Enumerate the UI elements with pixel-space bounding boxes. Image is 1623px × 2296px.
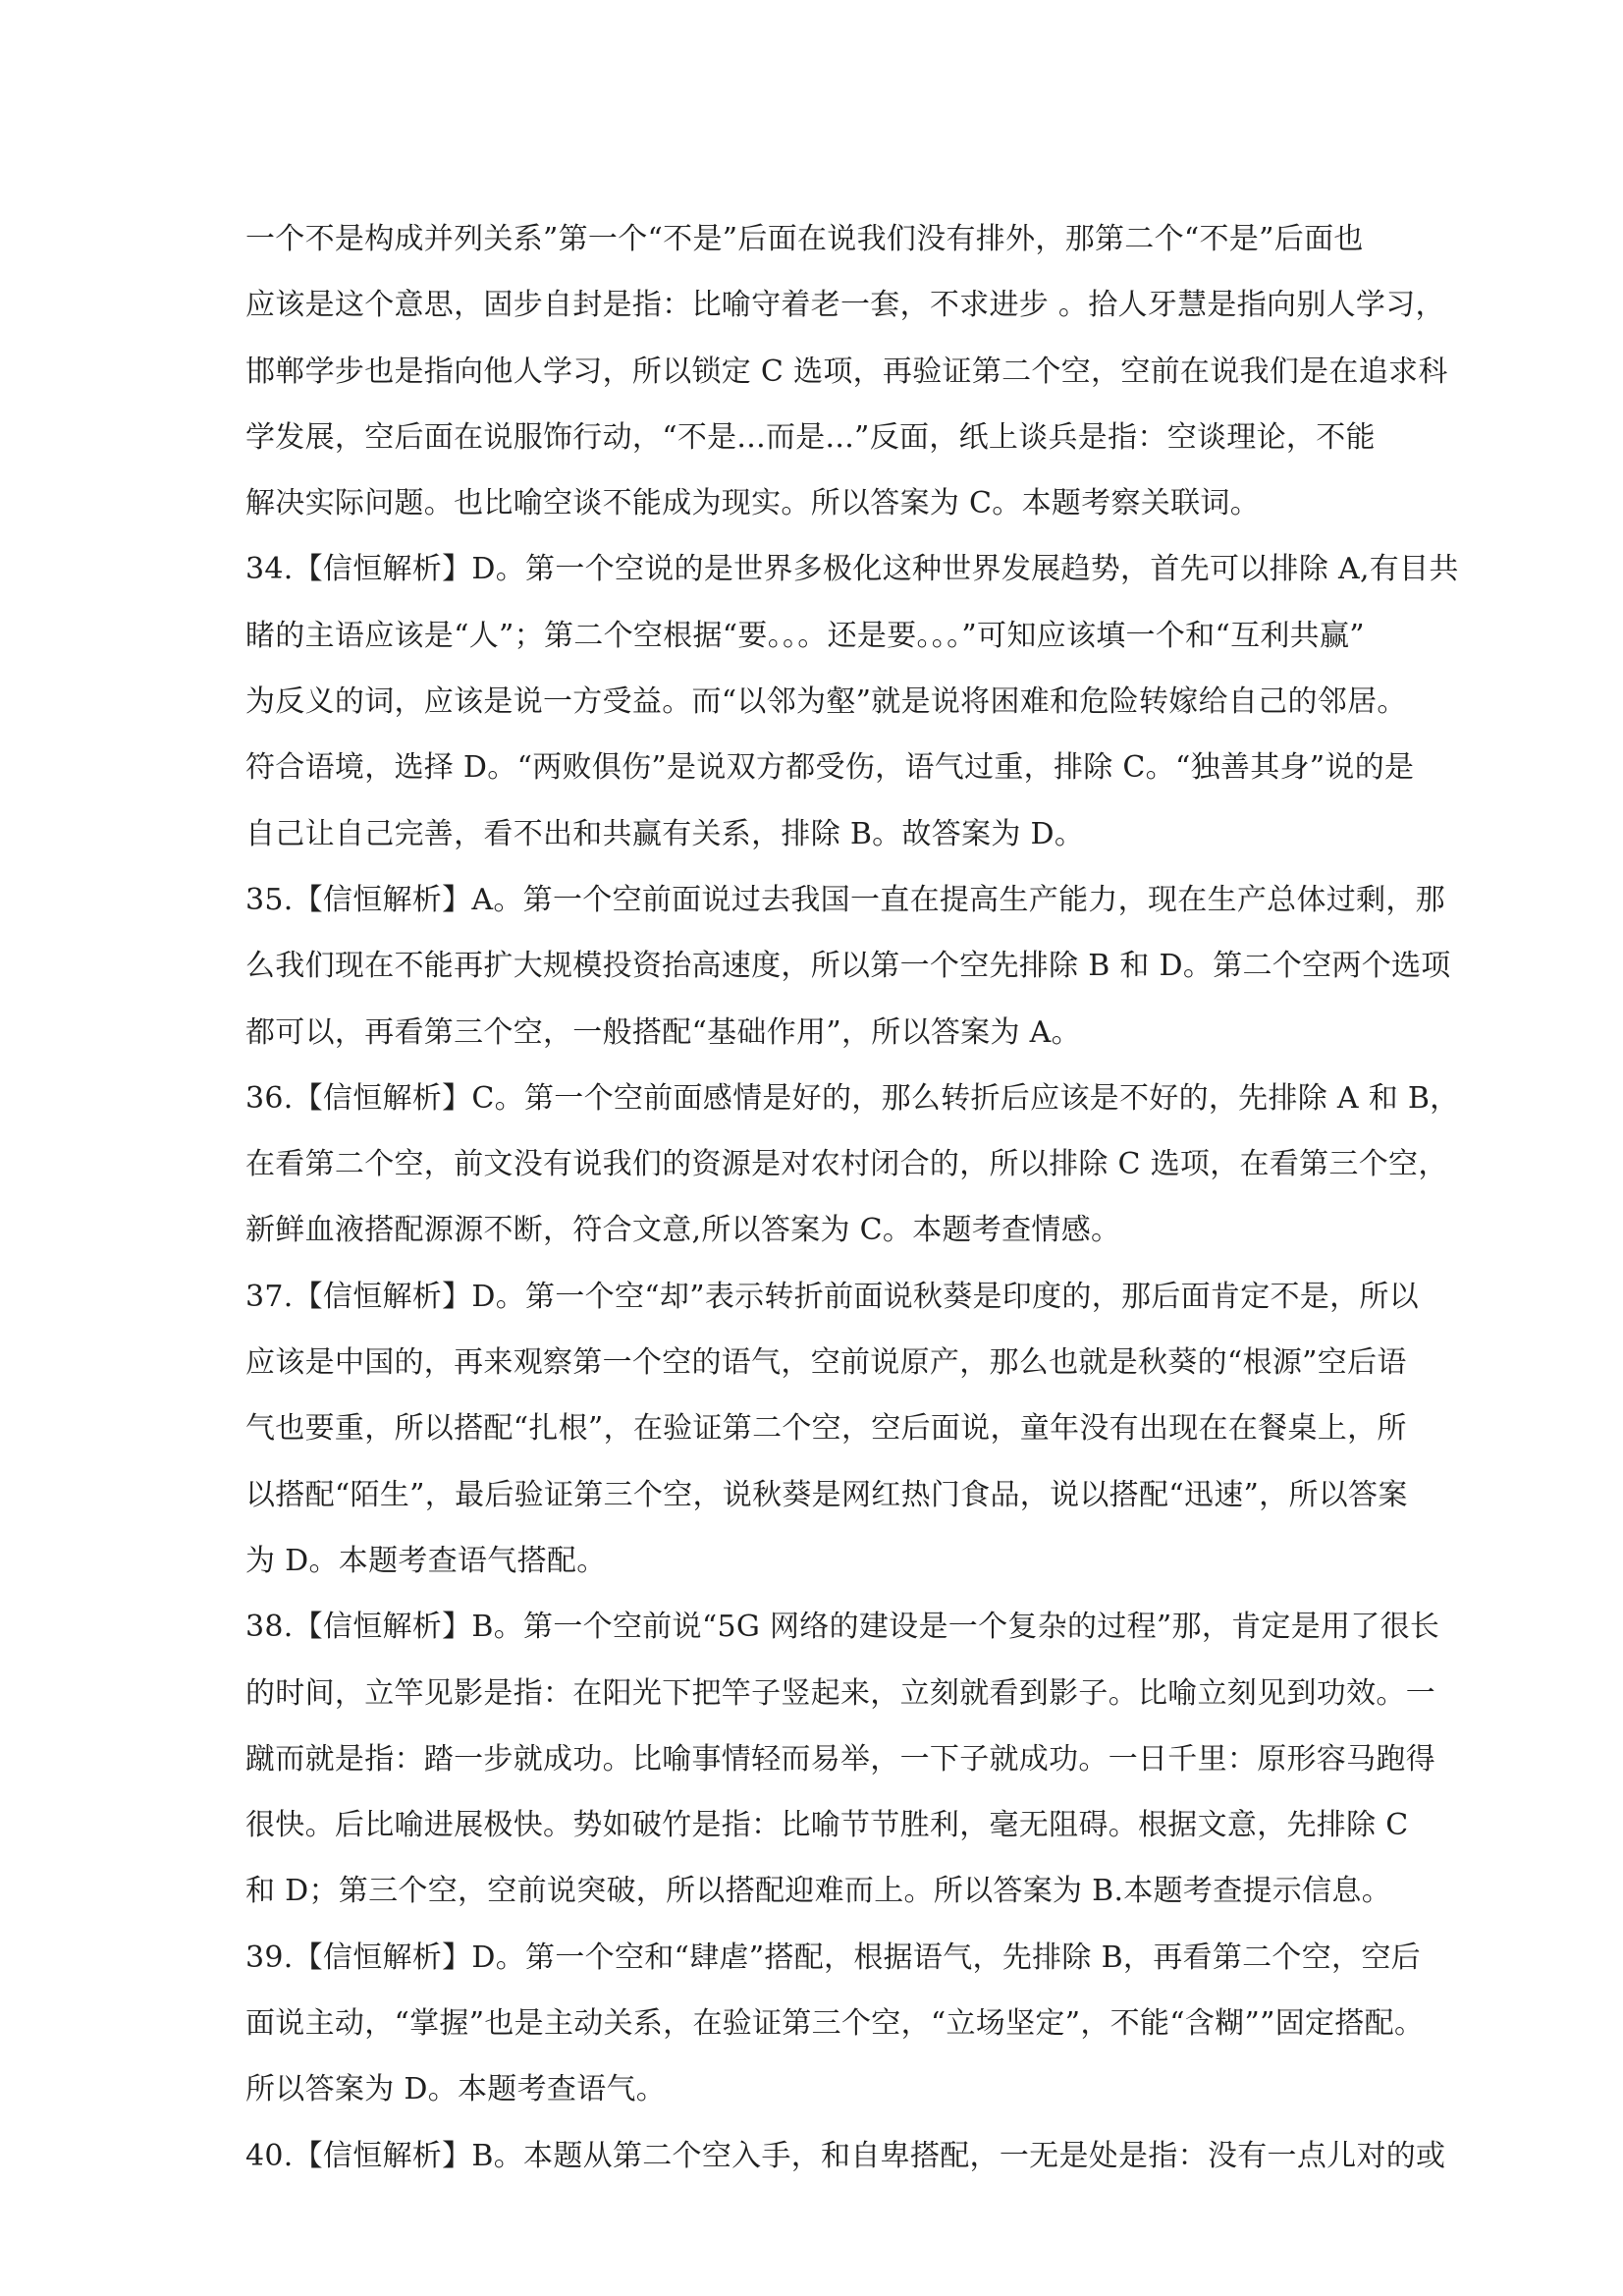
text-line: 所以答案为 D。本题考查语气。 [245, 2072, 667, 2107]
text-line: 气也要重，所以搭配“扎根”，在验证第二个空，空后面说，童年没有出现在在餐桌上，所 [245, 1411, 1407, 1447]
text-line: 以搭配“陌生”，最后验证第三个空，说秋葵是网红热门食品，说以搭配“迅速”，所以答案 [245, 1477, 1408, 1512]
text-line: 学发展，空后面在说服饰行动，“不是...而是...”反面，纸上谈兵是指：空谈理论，不能 [245, 419, 1376, 455]
question-35-line: 35.【信恒解析】A。第一个空前面说过去我国一直在提高生产能力，现在生产总体过剩，那 [245, 882, 1445, 917]
text-line: 一个不是构成并列关系”第一个“不是”后面在说我们没有排外，那第二个“不是”后面也 [245, 222, 1364, 256]
text-line: 新鲜血液搭配源源不断，符合文意,所以答案为 C。本题考查情感。 [245, 1213, 1121, 1248]
question-40-line: 40.【信恒解析】B。本题从第二个空入手，和自卑搭配，一无是处是指：没有一点儿对的或 [245, 2138, 1446, 2173]
text-line: 应该是这个意思，固步自封是指：比喻守着老一套，不求进步 。拾人牙慧是指向别人学习， [245, 288, 1445, 323]
text-line: 和 D；第三个空，空前说突破，所以搭配迎难而上。所以答案为 B.本题考查提示信息。 [245, 1874, 1392, 1909]
text-line: 么我们现在不能再扩大规模投资抬高速度，所以第一个空先排除 B 和 D。第二个空两个选项 [245, 949, 1451, 984]
text-line: 为反义的词，应该是说一方受益。而“以邻为壑”就是说将困难和危险转嫁给自己的邻居。 [245, 684, 1407, 720]
text-line: 蹴而就是指：踏一步就成功。比喻事情轻而易举，一下子就成功。一日千里：原形容马跑得 [245, 1741, 1435, 1777]
question-38-line: 38.【信恒解析】B。第一个空前说“5G 网络的建设是一个复杂的过程”那，肯定是用了很长 [245, 1610, 1440, 1645]
document-body [245, 206, 1460, 2189]
text-line: 睹的主语应该是“人”；第二个空根据“要。。。还是要。。。”可知应该填一个和“互利共赢” [245, 618, 1365, 653]
text-line: 的时间，立竿见影是指：在阳光下把竿子竖起来，立刻就看到影子。比喻立刻见到功效。一 [245, 1675, 1435, 1711]
text-line: 自己让自己完善，看不出和共赢有关系，排除 B。故答案为 D。 [245, 816, 1085, 851]
text-line: 在看第二个空，前文没有说我们的资源是对农村闭合的，所以排除 C 选项，在看第三个空， [245, 1147, 1448, 1182]
question-39-line: 39.【信恒解析】D。第一个空和“肆虐”搭配，根据语气，先排除 B，再看第二个空，空后 [245, 1940, 1421, 1975]
question-34-line: 34.【信恒解析】D。第一个空说的是世界多极化这种世界发展趋势，首先可以排除 A,有目共 [245, 552, 1459, 587]
text-line: 应该是中国的，再来观察第一个空的语气，空前说原产，那么也就是秋葵的“根源”空后语 [245, 1345, 1407, 1381]
question-37-line: 37.【信恒解析】D。第一个空“却”表示转折前面说秋葵是印度的，那后面肯定不是，所以 [245, 1279, 1420, 1314]
text-line: 都可以，再看第三个空，一般搭配“基础作用”，所以答案为 A。 [245, 1014, 1081, 1050]
text-line: 符合语境，选择 D。“两败俱伤”是说双方都受伤，语气过重，排除 C。“独善其身”说的是 [245, 750, 1415, 786]
text-line: 很快。后比喻进展极快。势如破竹是指：比喻节节胜利，毫无阻碍。根据文意，先排除 C [245, 1808, 1409, 1843]
text-line: 邯郸学步也是指向他人学习，所以锁定 C 选项，再验证第二个空，空前在说我们是在追求科 [245, 354, 1448, 389]
text-line: 面说主动，“掌握”也是主动关系，在验证第三个空，“立场坚定”，不能“含糊””固定搭配。 [245, 2006, 1425, 2042]
question-36-line: 36.【信恒解析】C。第一个空前面感情是好的，那么转折后应该是不好的，先排除 A 和 B， [245, 1080, 1460, 1116]
text-line: 解决实际问题。也比喻空谈不能成为现实。所以答案为 C。本题考察关联词。 [245, 486, 1260, 521]
text-line: 为 D。本题考查语气搭配。 [245, 1543, 607, 1578]
